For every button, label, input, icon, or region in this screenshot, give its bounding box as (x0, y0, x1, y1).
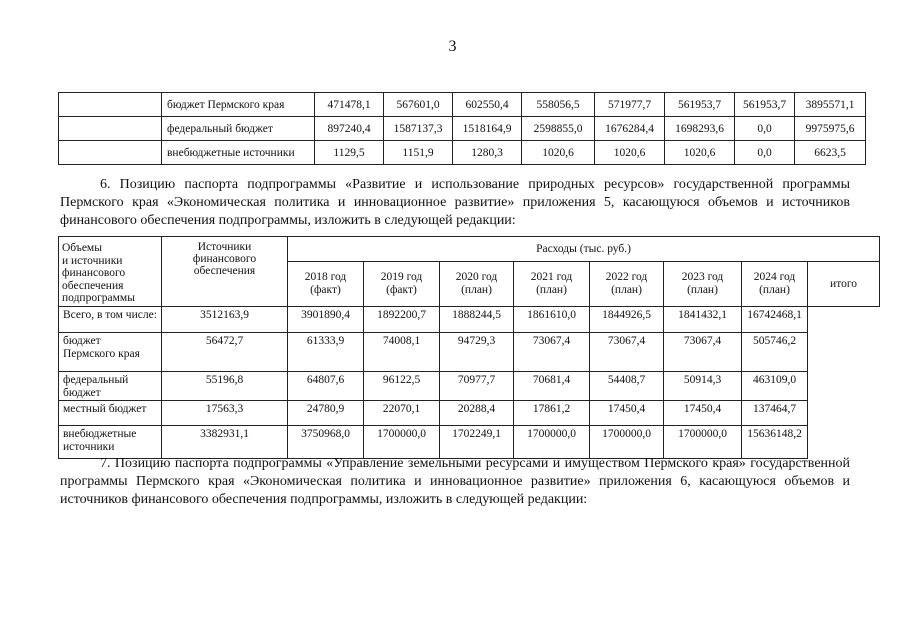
funding-source-cell: внебюджетные источники (162, 141, 315, 165)
amount-cell: 3895571,1 (795, 93, 866, 117)
amount-cell: 1700000,0 (364, 426, 440, 459)
funding-source-line: источники (63, 441, 115, 453)
amount-cell: 1020,6 (595, 141, 665, 165)
amount-cell: 1702249,1 (440, 426, 514, 459)
year-header-line: 2023 год (681, 271, 724, 283)
funding-source-header-line: обеспечения (193, 265, 256, 277)
funding-source-header (162, 237, 288, 307)
amount-cell: 1700000,0 (514, 426, 590, 459)
year-header-line: 2024 год (753, 271, 796, 283)
amount-cell: 17450,4 (590, 401, 664, 426)
amount-cell: 70681,4 (514, 372, 590, 401)
amount-cell: 73067,4 (590, 333, 664, 372)
funding-source-cell (59, 426, 162, 459)
funding-source-line: внебюджетные (63, 428, 137, 440)
amount-cell: 1861610,0 (514, 307, 590, 333)
amount-cell: 0,0 (735, 141, 795, 165)
funding-volume-header-line: подпрограммы (62, 292, 135, 304)
empty-cell (59, 141, 162, 165)
year-header-cell (742, 262, 808, 307)
funding-source-line: Пермского края (63, 348, 140, 360)
funding-source-cell: федеральный бюджет (162, 117, 315, 141)
amount-cell: 137464,7 (742, 401, 808, 426)
amount-cell: 1698293,6 (665, 117, 735, 141)
funding-source-line: Всего, в том числе: (63, 309, 157, 321)
amount-cell: 54408,7 (590, 372, 664, 401)
paragraph-text: и источников финансового обеспечения подпрограммы, изложить в следующей редакции: (60, 195, 850, 228)
amount-cell: 1518164,9 (453, 117, 522, 141)
amount-cell: 571977,7 (595, 93, 665, 117)
page-number: 3 (448, 38, 457, 55)
funding-source-cell (59, 401, 162, 426)
year-header-line: (план) (759, 284, 790, 296)
amount-cell: 94729,3 (440, 333, 514, 372)
amount-cell: 471478,1 (315, 93, 384, 117)
funding-table-continuation (58, 92, 866, 165)
amount-cell: 1151,9 (384, 141, 453, 165)
table-row (59, 372, 880, 401)
paragraph-text: 6. Позицию паспорта подпрограммы «Развитие и использование природных ресурсов» государственной (100, 177, 774, 192)
year-header-line: (план) (536, 284, 567, 296)
year-header-cell (288, 262, 364, 307)
amount-cell: 1020,6 (522, 141, 595, 165)
amount-cell: 64807,6 (288, 372, 364, 401)
amount-cell: 897240,4 (315, 117, 384, 141)
year-header-cell (808, 262, 880, 307)
year-header-line: (план) (461, 284, 492, 296)
year-header-line: (план) (687, 284, 718, 296)
amount-cell: 16742468,1 (742, 307, 808, 333)
funding-source-line: бюджет (63, 335, 101, 347)
funding-source-cell (59, 333, 162, 372)
funding-source-cell (59, 307, 162, 333)
year-header-line: (факт) (310, 284, 341, 296)
amount-cell: 61333,9 (288, 333, 364, 372)
subprogram-funding-table (58, 236, 880, 459)
year-header-cell (664, 262, 742, 307)
paragraph-6 (60, 176, 850, 230)
table-row (59, 307, 880, 333)
year-header-line: 2022 год (605, 271, 648, 283)
amount-cell: 561953,7 (665, 93, 735, 117)
funding-volume-header-line: Объемы (62, 242, 102, 254)
amount-cell: 1841432,1 (664, 307, 742, 333)
amount-cell: 1129,5 (315, 141, 384, 165)
amount-cell: 1020,6 (665, 141, 735, 165)
amount-cell: 1892200,7 (364, 307, 440, 333)
amount-cell: 1844926,5 (590, 307, 664, 333)
amount-cell: 505746,2 (742, 333, 808, 372)
funding-source-header-line: Источники (197, 241, 252, 253)
amount-cell: 1700000,0 (664, 426, 742, 459)
amount-cell: 567601,0 (384, 93, 453, 117)
amount-cell: 17450,4 (664, 401, 742, 426)
funding-table-continuation-body (59, 93, 866, 165)
amount-cell: 1587137,3 (384, 117, 453, 141)
amount-cell: 6623,5 (795, 141, 866, 165)
year-header-line: (план) (611, 284, 642, 296)
amount-cell: 0,0 (735, 117, 795, 141)
funding-volume-header-line: финансового (62, 267, 126, 279)
empty-cell (59, 93, 162, 117)
paragraph-text: касающуюся объемов и источников финансового обеспечения подпрограммы, изложить в следующей редакции: (60, 474, 851, 507)
year-header-line: 2020 год (455, 271, 498, 283)
paragraph-text: 7. Позицию паспорта подпрограммы «Управление земельными ресурсами и имуществом Пермского края» (100, 456, 746, 471)
amount-cell: 73067,4 (664, 333, 742, 372)
year-header-line: 2019 год (380, 271, 423, 283)
empty-cell (59, 117, 162, 141)
amount-cell: 558056,5 (522, 93, 595, 117)
table-row (59, 117, 866, 141)
year-header-cell (440, 262, 514, 307)
expenses-header: Расходы (тыс. руб.) (288, 237, 880, 262)
table-row (59, 333, 880, 372)
paragraph-7 (60, 455, 850, 509)
table-row (59, 93, 866, 117)
amount-cell: 20288,4 (440, 401, 514, 426)
funding-volume-header-line: обеспечения (62, 279, 124, 292)
amount-cell: 2598855,0 (522, 117, 595, 141)
amount-cell: 17563,3 (162, 401, 288, 426)
amount-cell: 74008,1 (364, 333, 440, 372)
year-header-cell (514, 262, 590, 307)
amount-cell: 55196,8 (162, 372, 288, 401)
paragraph-text: программы Пермского края «Экономическая политика и инновационное развитие» приложения 5, касающуюся объемов (60, 177, 850, 210)
year-header-line: 2018 год (304, 271, 347, 283)
table-row (59, 426, 880, 459)
year-header-cell (364, 262, 440, 307)
amount-cell: 15636148,2 (742, 426, 808, 459)
amount-cell: 56472,7 (162, 333, 288, 372)
year-header-line: итого (830, 277, 858, 290)
amount-cell: 1280,3 (453, 141, 522, 165)
amount-cell: 24780,9 (288, 401, 364, 426)
table-row (59, 141, 866, 165)
amount-cell: 70977,7 (440, 372, 514, 401)
funding-volume-header-line: и источники (62, 254, 123, 267)
paragraph-text: государственной программы Пермского края «Экономическая политика и инновационное развитие» приложения 6, (60, 456, 851, 489)
amount-cell: 1700000,0 (590, 426, 664, 459)
funding-source-cell: бюджет Пермского края (162, 93, 315, 117)
year-header-line: (факт) (386, 284, 417, 296)
amount-cell: 96122,5 (364, 372, 440, 401)
amount-cell: 3750968,0 (288, 426, 364, 459)
year-header-line: 2021 год (530, 271, 573, 283)
funding-source-cell (59, 372, 162, 401)
amount-cell: 3512163,9 (162, 307, 288, 333)
amount-cell: 73067,4 (514, 333, 590, 372)
amount-cell: 9975975,6 (795, 117, 866, 141)
funding-source-header-line: финансового (192, 253, 257, 265)
amount-cell: 22070,1 (364, 401, 440, 426)
subprogram-funding-table-body (59, 307, 880, 459)
table-row (59, 401, 880, 426)
amount-cell: 463109,0 (742, 372, 808, 401)
amount-cell: 3901890,4 (288, 307, 364, 333)
amount-cell: 1676284,4 (595, 117, 665, 141)
amount-cell: 17861,2 (514, 401, 590, 426)
funding-volume-header (59, 237, 162, 307)
amount-cell: 1888244,5 (440, 307, 514, 333)
year-header-cell (590, 262, 664, 307)
amount-cell: 50914,3 (664, 372, 742, 401)
amount-cell: 561953,7 (735, 93, 795, 117)
funding-source-line: федеральный бюджет (63, 374, 129, 399)
amount-cell: 602550,4 (453, 93, 522, 117)
funding-source-line: местный бюджет (63, 403, 147, 415)
amount-cell: 3382931,1 (162, 426, 288, 459)
